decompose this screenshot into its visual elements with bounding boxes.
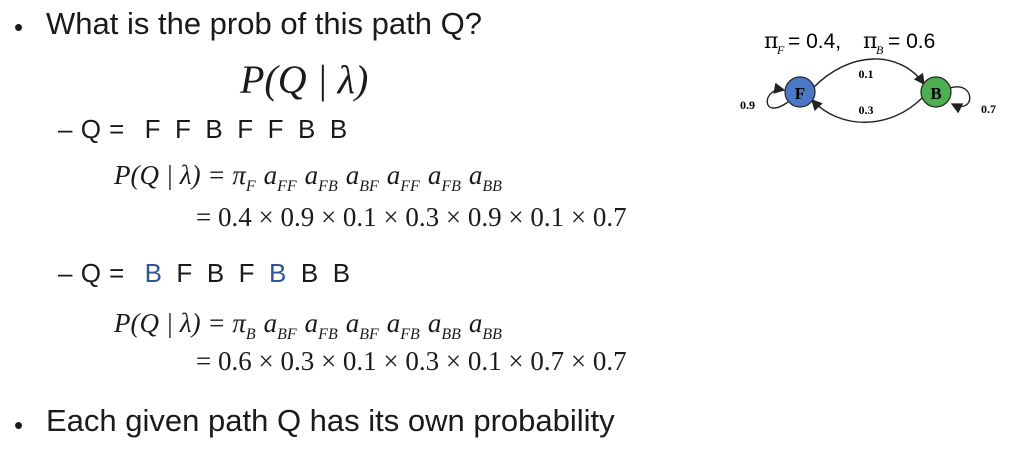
path-2-eq-term <box>427 308 461 343</box>
path-2-eq-term <box>345 308 379 343</box>
path-2-token: B <box>269 258 287 288</box>
path-1-eq-term <box>427 160 461 195</box>
term-symbol: a <box>345 160 360 190</box>
term-subscript: BF <box>277 326 297 343</box>
term-subscript: FB <box>400 326 420 343</box>
term-subscript: BB <box>482 326 502 343</box>
term-symbol: a <box>304 160 319 190</box>
edge-f-to-b-label: 0.1 <box>858 67 874 81</box>
path-2-dash: – <box>58 258 73 288</box>
path-2-eq-term <box>263 308 297 343</box>
path-2-values: = 0.6 × 0.3 × 0.1 × 0.3 × 0.1 × 0.7 × 0.7 <box>196 346 627 376</box>
term-subscript: BF <box>359 178 379 195</box>
path-1-token: F <box>144 114 161 144</box>
bullet-2-text: Each given path Q has its own probability <box>46 403 615 438</box>
path-1-eq-term <box>263 160 297 195</box>
term-symbol: a <box>263 160 278 190</box>
term-subscript: F <box>245 178 256 195</box>
path-2-token: B <box>206 258 225 288</box>
self-loop-b <box>950 87 970 107</box>
path-1-dash: – <box>58 114 73 144</box>
path-1-tokens <box>145 114 362 144</box>
path-1-values: = 0.4 × 0.9 × 0.1 × 0.3 × 0.9 × 0.1 × 0.7 <box>196 202 627 232</box>
path-2-token: F <box>176 258 193 288</box>
path-1-eq-term <box>304 160 338 195</box>
term-subscript: BF <box>359 326 379 343</box>
bullet-1-marker: • <box>14 12 24 42</box>
path-2-equation <box>114 308 510 344</box>
path-2-token: B <box>144 258 163 288</box>
term-subscript: FF <box>277 178 297 195</box>
pi-f-symbol: π <box>764 29 779 54</box>
self-loop-f-label: 0.9 <box>740 98 755 112</box>
pi-b-sub: B <box>876 43 884 57</box>
path-2-label: Q = <box>80 258 125 288</box>
term-symbol: a <box>427 308 442 338</box>
path-1-eq-term <box>386 160 420 195</box>
term-symbol: π <box>232 160 246 190</box>
pi-b-symbol: π <box>863 29 878 54</box>
path-1-equation <box>114 160 510 196</box>
state-diagram <box>700 18 1010 138</box>
pi-f-sub: F <box>777 43 785 57</box>
state-f-label: F <box>794 84 806 103</box>
path-2-token: F <box>238 258 256 288</box>
path-1-eq-term <box>468 160 502 195</box>
path-1-token: B <box>329 114 348 144</box>
path-1-token: B <box>205 114 224 144</box>
path-2-line <box>58 258 365 289</box>
path-1-label: Q = <box>80 114 125 144</box>
term-symbol: a <box>263 308 278 338</box>
edge-b-to-f-label: 0.3 <box>858 103 874 117</box>
term-subscript: FB <box>318 326 338 343</box>
term-subscript: B <box>245 326 256 343</box>
path-2-eq-lhs: P(Q | λ) = <box>114 308 226 338</box>
term-symbol: a <box>427 160 442 190</box>
bullet-1-text: What is the prob of this path Q? <box>46 6 482 41</box>
term-subscript: BB <box>482 178 502 195</box>
path-1-token: B <box>297 114 316 144</box>
term-symbol: a <box>468 308 483 338</box>
path-1-eq-term <box>345 160 379 195</box>
path-2-eq-term <box>468 308 502 343</box>
path-2-eq-term <box>304 308 338 343</box>
term-subscript: FF <box>400 178 420 195</box>
formula-title: P(Q | λ) <box>240 57 369 102</box>
path-2-eq-term <box>232 308 256 343</box>
path-1-eq-lhs: P(Q | λ) = <box>114 160 226 190</box>
path-1-token: F <box>174 114 192 144</box>
term-symbol: π <box>232 308 246 338</box>
path-2-eq-term <box>386 308 420 343</box>
term-subscript: BB <box>441 326 461 343</box>
path-2-token: B <box>300 258 319 288</box>
term-symbol: a <box>304 308 319 338</box>
path-2-eq-terms <box>232 308 510 343</box>
pi-f-value: = 0.4, <box>788 30 842 53</box>
term-symbol: a <box>386 160 401 190</box>
path-1-token: F <box>267 114 284 144</box>
path-1-token: F <box>237 114 254 144</box>
self-loop-b-label: 0.7 <box>981 102 996 116</box>
term-subscript: FB <box>441 178 461 195</box>
path-1-eq-term <box>232 160 256 195</box>
path-2-token: B <box>332 258 351 288</box>
state-b-label: B <box>930 84 942 103</box>
term-symbol: a <box>468 160 483 190</box>
path-1-line <box>58 114 362 145</box>
term-subscript: FB <box>318 178 338 195</box>
path-2-tokens <box>145 258 365 288</box>
term-symbol: a <box>386 308 401 338</box>
pi-b-value: = 0.6 <box>888 30 936 53</box>
path-1-eq-terms <box>232 160 510 195</box>
term-symbol: a <box>345 308 360 338</box>
bullet-2-marker: • <box>14 410 24 440</box>
